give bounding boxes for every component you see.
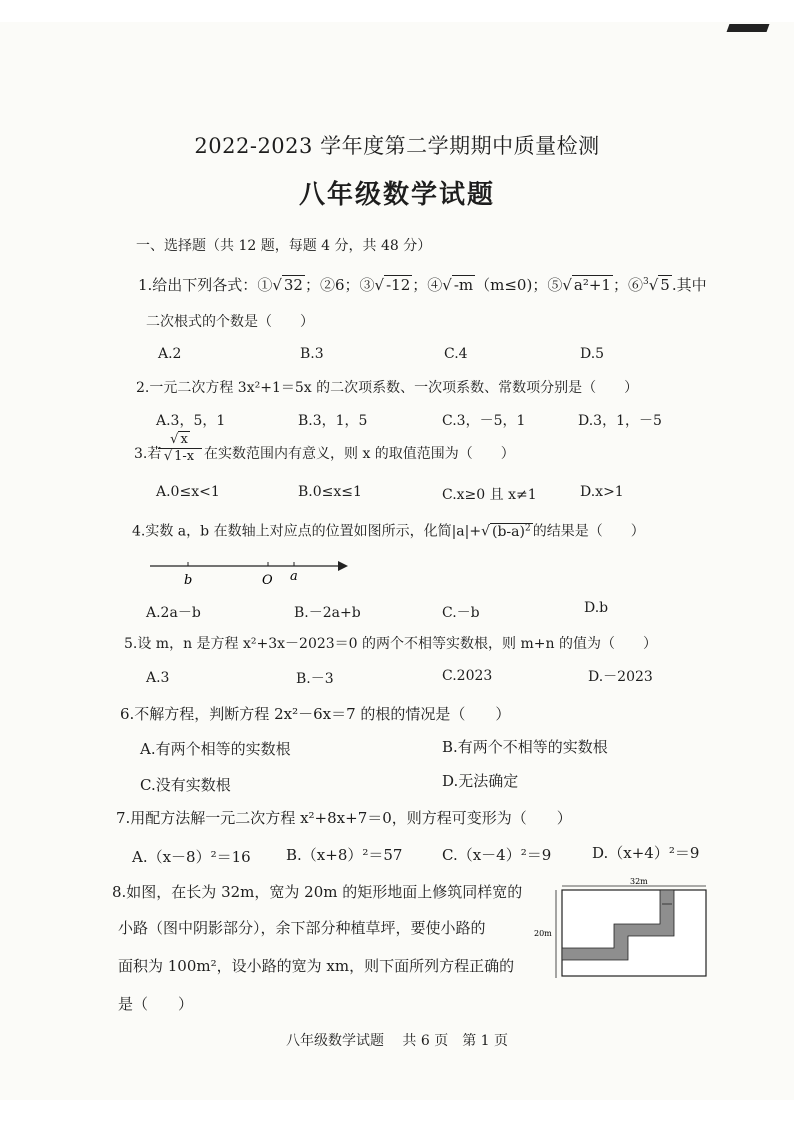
q4-exponent: 2 (524, 523, 531, 533)
exam-subtitle: 八年级数学试题 (298, 180, 495, 210)
q7-option-c[interactable]: C.（x－4）²＝9 (442, 846, 552, 864)
q1-radicand: -12 (386, 276, 411, 294)
question-3-stem-post: 在实数范围内有意义，则 x 的取值范围为（ ） (204, 446, 515, 462)
question-4-stem: 4.实数 a，b 在数轴上对应点的位置如图所示，化简|a|+√ $(b-a)^2$ 的结果是（ ） (132, 523, 645, 540)
q6-option-a[interactable]: A.有两个相等的实数根 (140, 740, 291, 758)
q1-item-marker: ① (257, 276, 273, 294)
q7-option-a[interactable]: A.（x－8）²＝16 (132, 848, 251, 866)
question-7-stem: 7.用配方法解一元二次方程 x²+8x+7＝0，则方程可变形为（ ） (116, 809, 572, 827)
q1-root-index: 3 (642, 277, 649, 287)
q7-option-d[interactable]: D.（x+4）²＝9 (592, 844, 700, 862)
q3-numerator-radicand: x (180, 432, 188, 447)
q4-option-b[interactable]: B.－2a+b (294, 605, 361, 621)
question-1-stem-cont: 二次根式的个数是（ ） (146, 314, 314, 330)
q4-radicand: (b-a) (492, 523, 525, 540)
q1-option-d[interactable]: D.5 (580, 346, 605, 362)
figure-width-label: 32m (630, 877, 648, 886)
q1-radicand: 32 (283, 276, 303, 294)
q1-option-c[interactable]: C.4 (444, 346, 468, 362)
q5-option-b[interactable]: B.－3 (296, 671, 334, 687)
q3-option-b[interactable]: B.0≤x≤1 (298, 484, 362, 500)
rectangle-path-figure (534, 877, 712, 982)
q4-stem-pre: 4.实数 a，b 在数轴上对应点的位置如图所示，化简|a|+ (132, 523, 482, 540)
q1-item-text: ；⑥ (612, 276, 643, 294)
page-top-edge (0, 0, 794, 22)
q1-option-b[interactable]: B.3 (300, 346, 324, 362)
q2-option-c[interactable]: C.3，－5，1 (442, 413, 526, 429)
figure-height-label: 20m (534, 929, 552, 938)
q6-option-d[interactable]: D.无法确定 (442, 772, 519, 790)
question-8-line-3: 面积为 100m²，设小路的宽为 xm，则下面所列方程正确的 (118, 957, 515, 975)
q1-item-text: .其中 (671, 276, 707, 294)
number-line-figure (150, 556, 350, 590)
axis-label-b: b (184, 573, 193, 588)
q1-intro: 1.给出下列各式： (138, 276, 258, 294)
q4-option-a[interactable]: A.2a－b (146, 605, 201, 621)
section-heading: 一、选择题（共 12 题，每题 4 分，共 48 分） (136, 238, 432, 254)
q1-item-text: ；④ (412, 276, 443, 294)
q5-option-a[interactable]: A.3 (146, 670, 170, 686)
question-2-stem: 2.一元二次方程 3x²+1＝5x 的二次项系数、一次项系数、常数项分别是（ ） (136, 380, 639, 396)
q4-option-d[interactable]: D.b (584, 600, 609, 616)
q3-option-c[interactable]: C.x≥0 且 x≠1 (442, 487, 537, 503)
q5-option-c[interactable]: C.2023 (442, 668, 493, 684)
exam-title: 2022-2023 学年度第二学期期中质量检测 (194, 134, 600, 158)
q7-option-b[interactable]: B.（x+8）²＝57 (286, 846, 403, 864)
q6-option-c[interactable]: C.没有实数根 (140, 776, 231, 794)
q5-option-d[interactable]: D.－2023 (588, 669, 653, 685)
q6-option-b[interactable]: B.有两个不相等的实数根 (442, 738, 608, 756)
question-8-line-2: 小路（图中阴影部分），余下部分种植草坪，要使小路的 (118, 919, 486, 937)
number-line-arrow (338, 561, 348, 571)
question-5-stem: 5.设 m，n 是方程 x²+3x－2023＝0 的两个不相等实数根，则 m+n 的值为（ ） (124, 636, 657, 652)
q4-option-c[interactable]: C.－b (442, 605, 480, 621)
q1-radicand: a²+1 (573, 276, 611, 294)
q3-option-a[interactable]: A.0≤x<1 (156, 484, 220, 500)
q3-denominator-radicand: 1-x (174, 449, 195, 464)
q1-item-text: ；②6；③ (304, 276, 375, 294)
q3-fraction-numerator: √ x (158, 432, 202, 449)
axis-label-a: a (290, 569, 298, 584)
question-8-line-4: 是（ ） (118, 995, 194, 1013)
q1-radicand: -m (453, 276, 474, 294)
question-3-stem-pre: 3.若 (134, 446, 162, 462)
q1-option-a[interactable]: A.2 (158, 346, 182, 362)
q2-option-a[interactable]: A.3，5，1 (156, 413, 226, 429)
q2-option-d[interactable]: D.3，1，－5 (578, 413, 662, 429)
question-1-stem: 1.给出下列各式：①√ 32 ；②6；③√ -12 ；④√ -m （m≤0)；⑤√ a²+1 ；⑥$^3$√ 5 .其中 (138, 276, 707, 294)
q1-radicand: 5 (660, 276, 670, 294)
q3-option-d[interactable]: D.x>1 (580, 484, 624, 500)
question-8-line-1: 8.如图，在长为 32m，宽为 20m 的矩形地面上修筑同样宽的 (112, 883, 523, 901)
question-6-stem: 6.不解方程，判断方程 2x²－6x＝7 的根的情况是（ ） (120, 705, 511, 723)
scan-corner-mark (727, 24, 770, 32)
axis-label-o: O (262, 573, 273, 588)
q4-radical (490, 523, 533, 540)
q4-stem-post: 的结果是（ ） (532, 523, 645, 540)
page-footer: 八年级数学试题 共 6 页 第 1 页 (285, 1033, 509, 1049)
q1-item-text: （m≤0)；⑤ (475, 276, 563, 294)
q2-option-b[interactable]: B.3，1，5 (298, 413, 368, 429)
q3-fraction (158, 432, 202, 464)
q3-fraction-denominator: √ 1-x (163, 449, 195, 464)
page-bottom-edge (0, 1100, 794, 1124)
